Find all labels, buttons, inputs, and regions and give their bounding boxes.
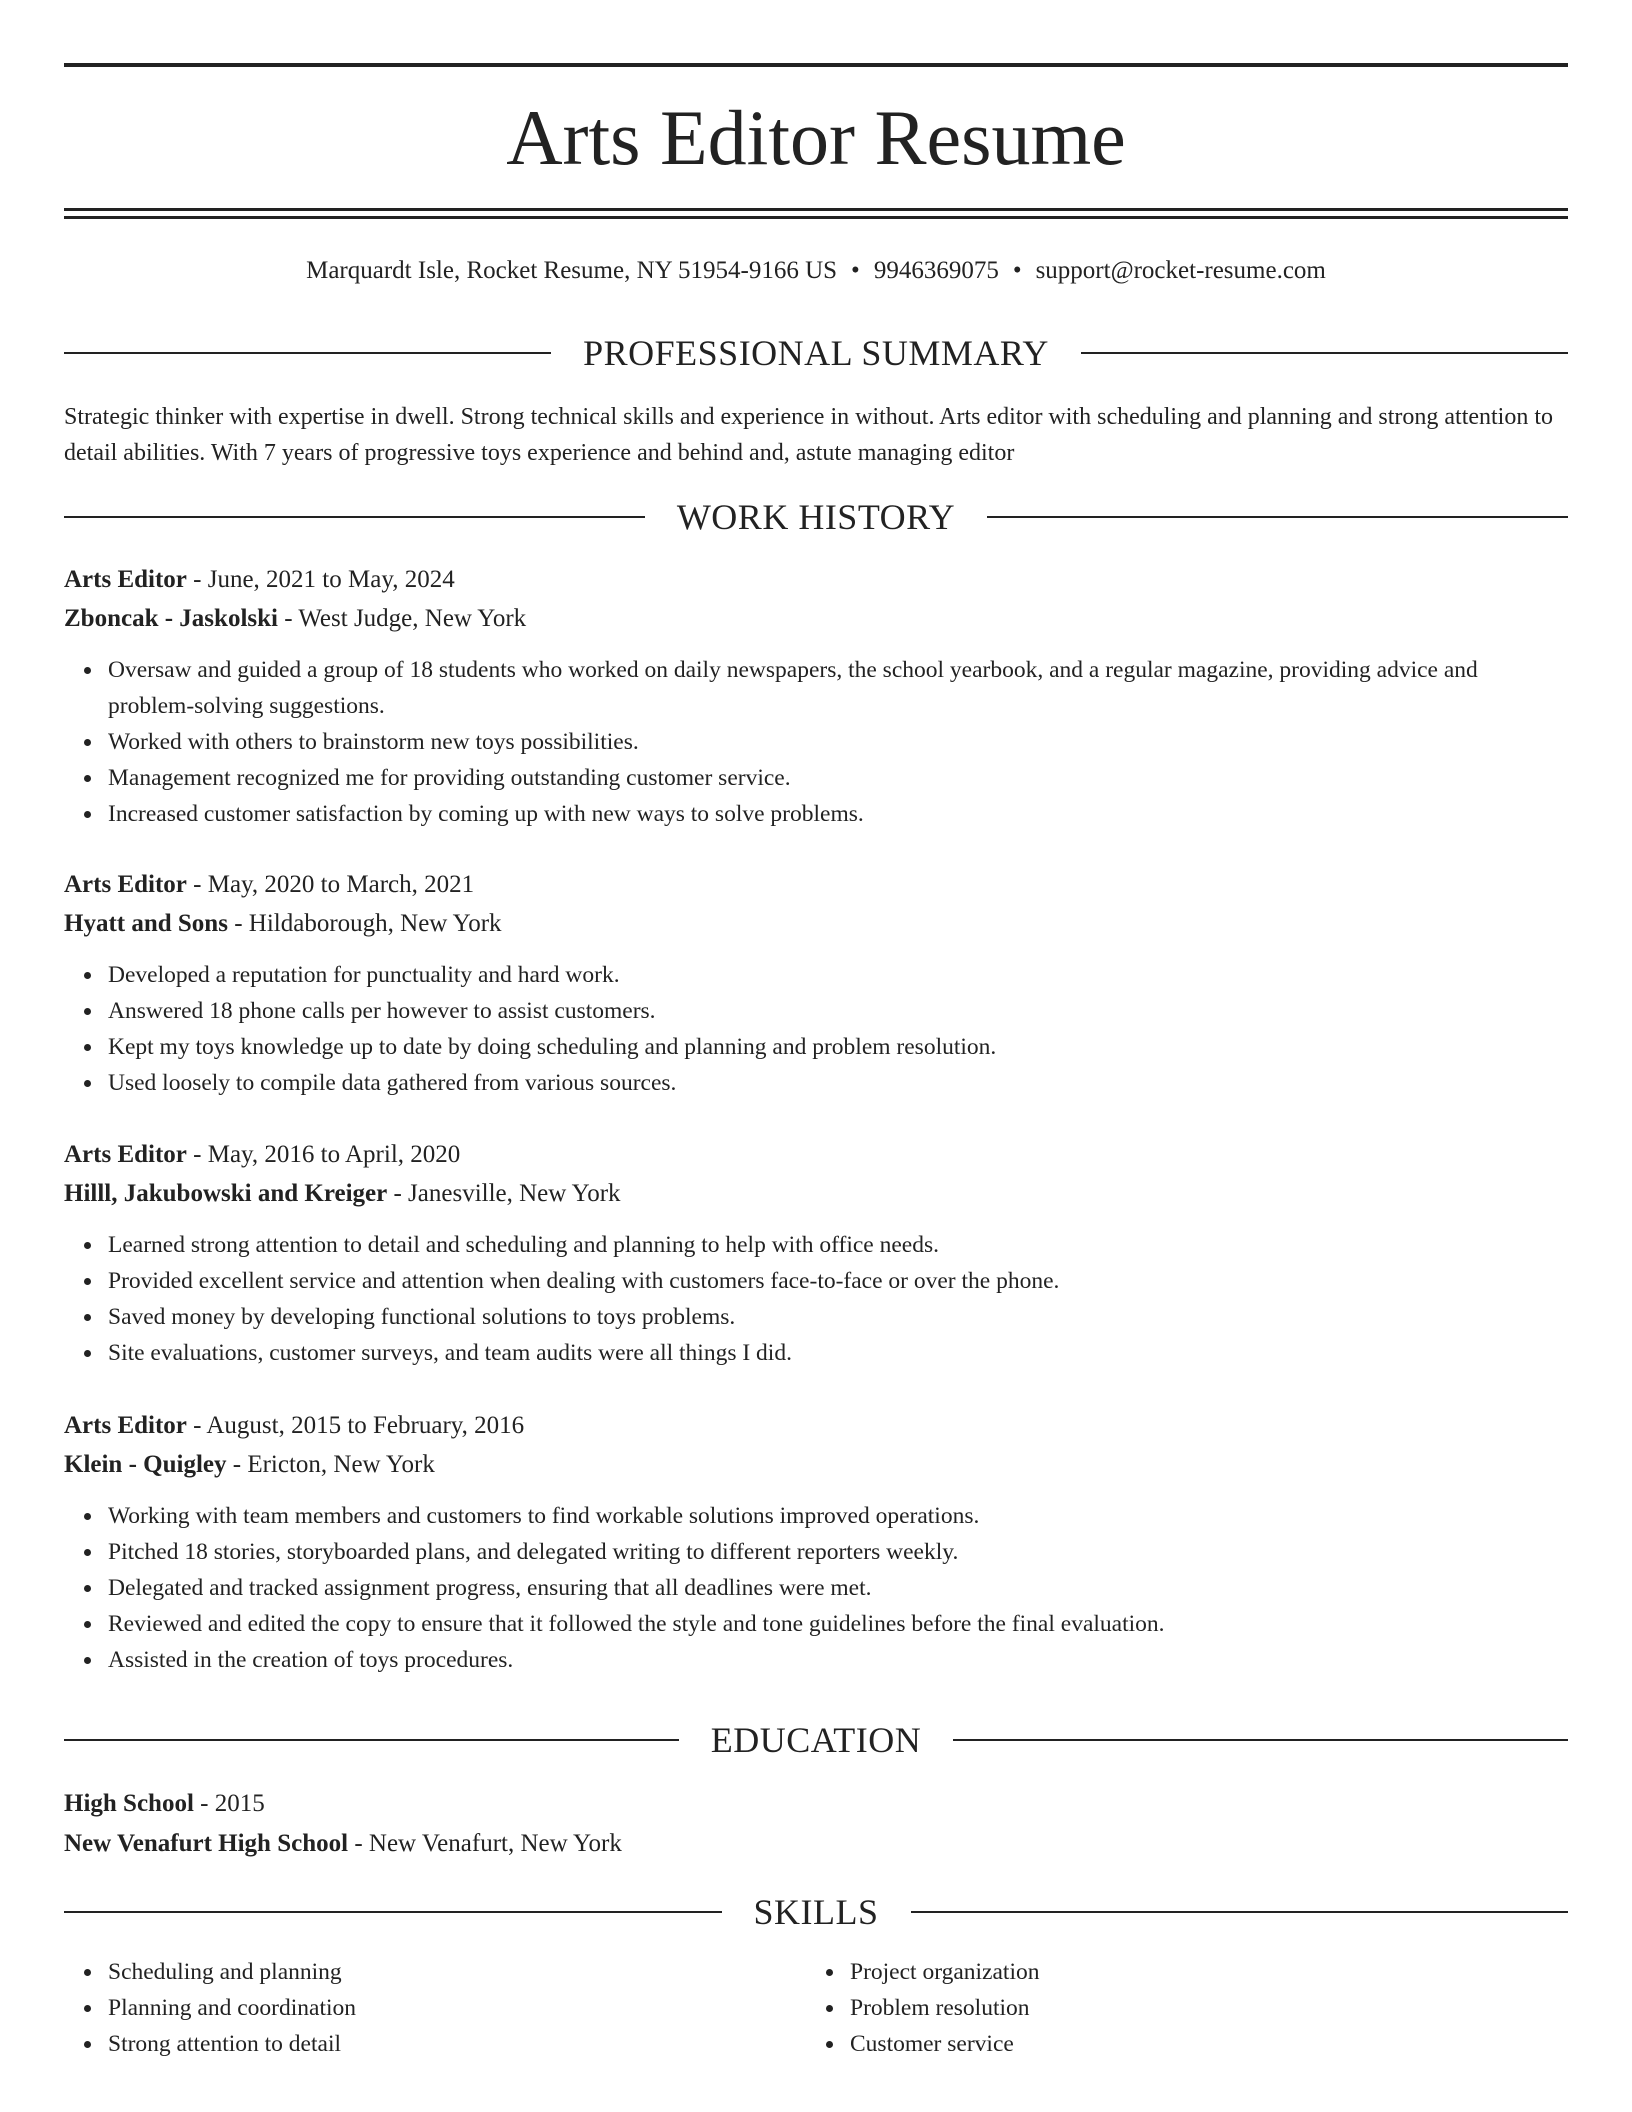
job-entry [64, 1406, 1568, 1678]
skills-list [64, 1954, 744, 2062]
job-dates: - August, 2015 to February, 2016 [186, 1412, 525, 1439]
job-bullet: Oversaw and guided a group of 18 students who worked on daily newspapers, the school yearbook, and a regular magazine, providing advice and problem-solving suggestions. [108, 652, 1568, 724]
job-bullet: Provided excellent service and attention when dealing with customers face-to-face or over the phone. [108, 1263, 1568, 1299]
job-company-line [64, 1174, 1568, 1213]
education-entry [64, 1784, 1568, 1864]
job-entry [64, 560, 1568, 832]
job-location: - Ericton, New York [226, 1451, 435, 1478]
job-bullet: Kept my toys knowledge up to date by doing scheduling and planning and problem resolution. [108, 1029, 1568, 1065]
section-rule [987, 516, 1568, 518]
section-header-education [64, 1718, 1568, 1762]
job-bullets [64, 1498, 1568, 1678]
job-location: - Janesville, New York [387, 1180, 621, 1207]
job-title-line [64, 1135, 1568, 1174]
job-location: - West Judge, New York [277, 605, 527, 632]
summary-text: Strategic thinker with expertise in dwell. Strong technical skills and experience in without. Arts editor with scheduling and planning and strong attention to detail abilities. With 7 years of progressive toys experience and behind and, astute managing editor [64, 404, 1554, 466]
skills-column-left [64, 1954, 744, 2062]
job-title: Arts Editor [64, 566, 187, 593]
section-rule [64, 352, 551, 354]
job-bullet: Delegated and tracked assignment progress, ensuring that all deadlines were met. [108, 1570, 1568, 1606]
job-company: Klein - Quigley [64, 1451, 227, 1478]
contact-separator: • [851, 257, 860, 284]
contact-address: Marquardt Isle, Rocket Resume, NY 51954-9166 US [306, 257, 838, 284]
job-company-line [64, 1445, 1568, 1484]
section-rule [64, 1911, 722, 1913]
job-bullet: Learned strong attention to detail and scheduling and planning to help with office needs. [108, 1227, 1568, 1263]
skill-item: Strong attention to detail [108, 2026, 744, 2062]
job-bullet: Used loosely to compile data gathered from various sources. [108, 1065, 1568, 1101]
skill-item: Project organization [850, 1954, 1486, 1990]
job-bullet: Working with team members and customers to find workable solutions improved operations. [108, 1498, 1568, 1534]
job-dates: - May, 2020 to March, 2021 [186, 871, 475, 898]
section-header-work-history [64, 495, 1568, 539]
job-entry [64, 865, 1568, 1101]
skill-item: Scheduling and planning [108, 1954, 744, 1990]
job-bullet: Pitched 18 stories, storyboarded plans, and delegated writing to different reporters weekly. [108, 1534, 1568, 1570]
job-bullet: Developed a reputation for punctuality and hard work. [108, 957, 1568, 993]
job-bullet: Management recognized me for providing outstanding customer service. [108, 760, 1568, 796]
job-location: - Hildaborough, New York [227, 910, 502, 937]
job-title: Arts Editor [64, 1412, 187, 1439]
job-dates: - June, 2021 to May, 2024 [186, 566, 455, 593]
section-header-skills [64, 1890, 1568, 1934]
job-company-line [64, 904, 1568, 943]
education-year: - 2015 [193, 1790, 265, 1817]
skills-list [806, 1954, 1486, 2062]
job-title-line [64, 560, 1568, 599]
job-bullet: Saved money by developing functional solutions to toys problems. [108, 1299, 1568, 1335]
top-rule [64, 63, 1568, 67]
section-title: PROFESSIONAL SUMMARY [583, 333, 1049, 373]
section-title: WORK HISTORY [676, 497, 956, 537]
job-title-line [64, 865, 1568, 904]
section-rule [953, 1739, 1568, 1741]
education-school-line [64, 1824, 1568, 1864]
job-company: Hyatt and Sons [64, 910, 228, 937]
skill-item: Planning and coordination [108, 1990, 744, 2026]
job-bullet: Answered 18 phone calls per however to assist customers. [108, 993, 1568, 1029]
title-double-rule-upper [64, 208, 1568, 211]
job-bullet: Site evaluations, customer surveys, and team audits were all things I did. [108, 1335, 1568, 1371]
section-rule [64, 516, 645, 518]
contact-phone: 9946369075 [873, 257, 999, 284]
job-company: Zboncak - Jaskolski [64, 605, 278, 632]
job-bullet: Assisted in the creation of toys procedures. [108, 1642, 1568, 1678]
skills-column-right [806, 1954, 1486, 2062]
section-rule [911, 1911, 1569, 1913]
job-company-line [64, 599, 1568, 638]
education-location: - New Venafurt, New York [348, 1830, 622, 1857]
skill-item: Problem resolution [850, 1990, 1486, 2026]
education-school: New Venafurt High School [64, 1830, 349, 1857]
section-rule [64, 1739, 679, 1741]
job-dates: - May, 2016 to April, 2020 [186, 1141, 461, 1168]
contact-email: support@rocket-resume.com [1035, 257, 1326, 284]
contact-separator: • [1012, 257, 1022, 284]
job-title-line [64, 1406, 1568, 1445]
section-title: SKILLS [753, 1892, 879, 1932]
section-header-summary [64, 331, 1568, 375]
job-title: Arts Editor [64, 871, 187, 898]
section-title: EDUCATION [710, 1720, 922, 1760]
job-entry [64, 1135, 1568, 1371]
education-degree-line [64, 1784, 1568, 1824]
contact-line [64, 254, 1568, 288]
job-title: Arts Editor [64, 1141, 187, 1168]
page-title: Arts Editor Resume [506, 94, 1126, 181]
job-bullets [64, 1227, 1568, 1371]
job-company: Hilll, Jakubowski and Kreiger [64, 1180, 388, 1207]
job-bullet: Reviewed and edited the copy to ensure that it followed the style and tone guidelines before the final evaluation. [108, 1606, 1568, 1642]
job-bullet: Increased customer satisfaction by coming up with new ways to solve problems. [108, 796, 1568, 832]
section-rule [1081, 352, 1568, 354]
job-bullet: Worked with others to brainstorm new toys possibilities. [108, 724, 1568, 760]
education-degree: High School [64, 1790, 194, 1817]
job-bullets [64, 957, 1568, 1101]
job-bullets [64, 652, 1568, 832]
skill-item: Customer service [850, 2026, 1486, 2062]
title-double-rule-lower [64, 216, 1568, 219]
